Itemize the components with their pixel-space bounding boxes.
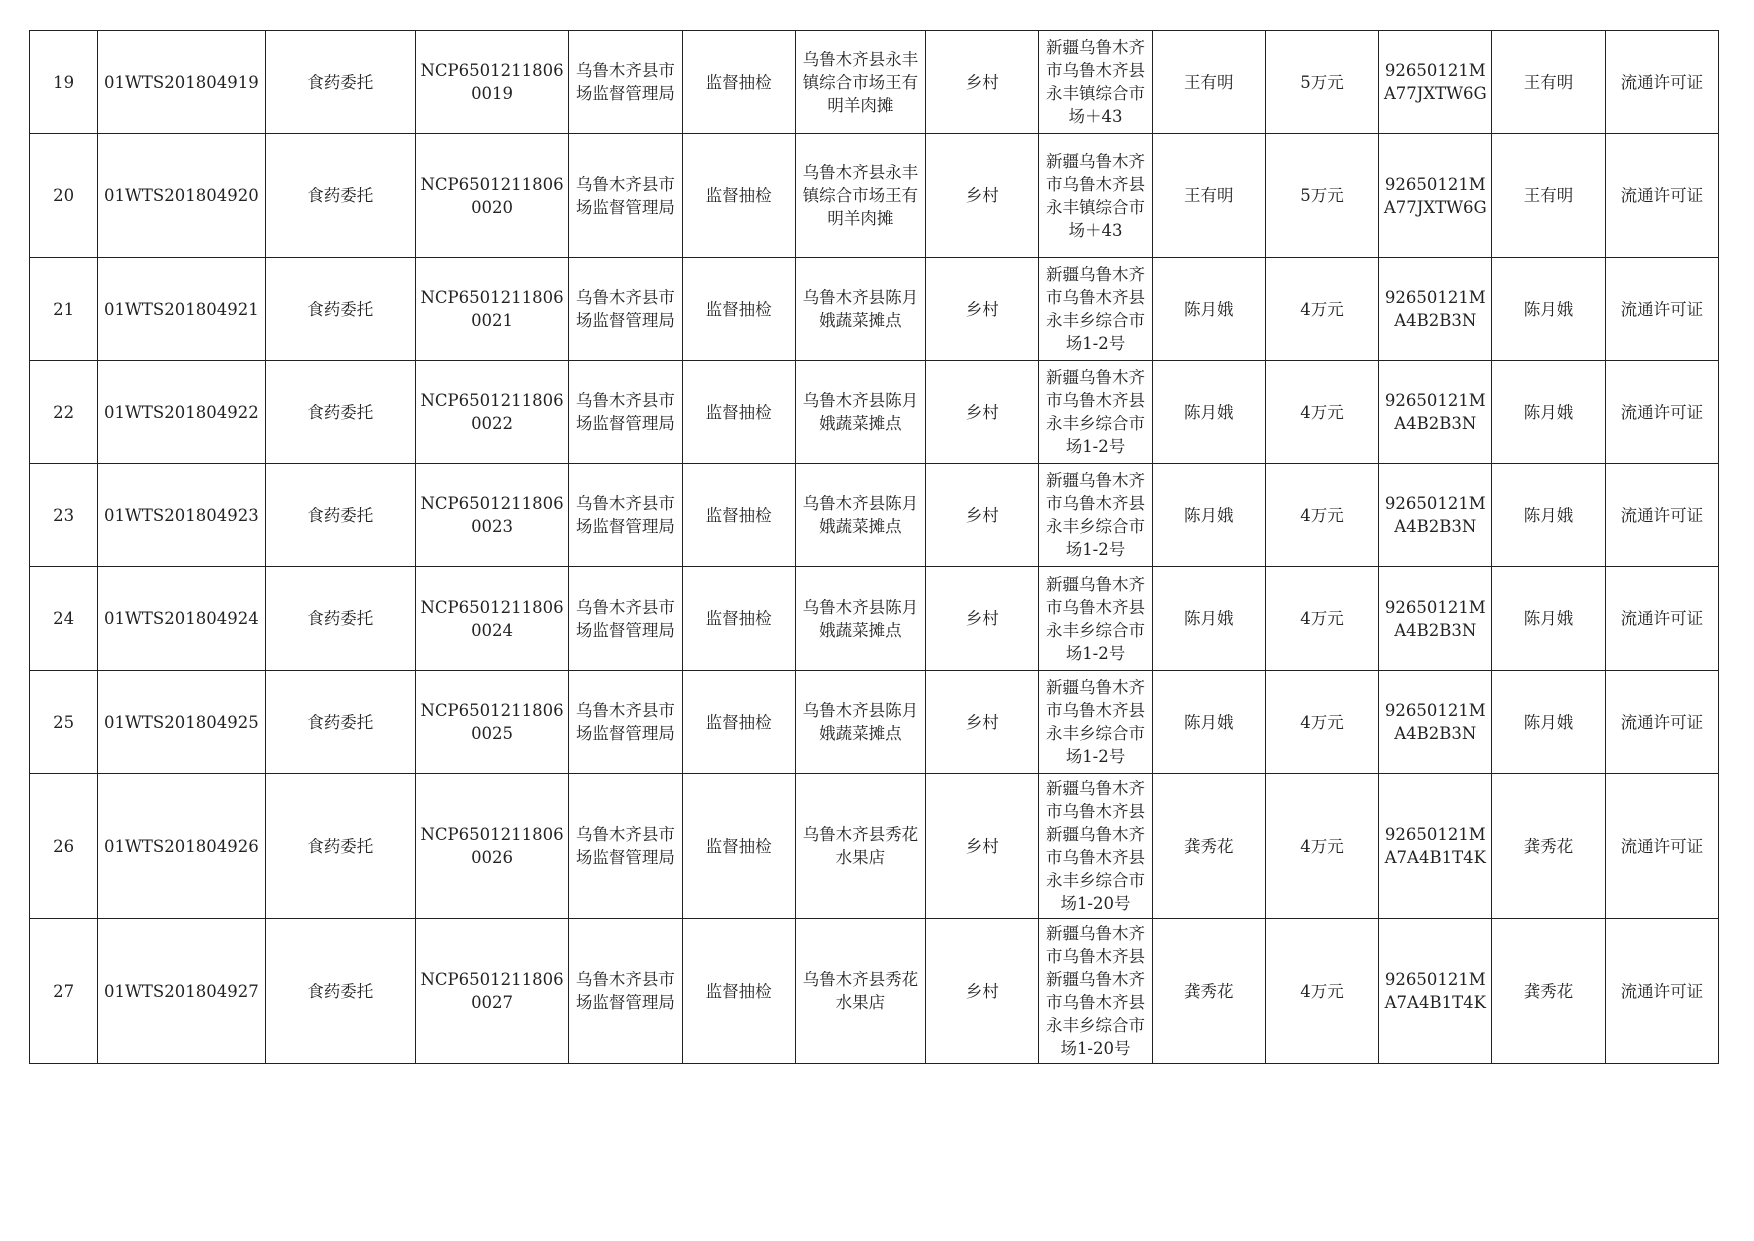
seller-name-cell: 乌鲁木齐县秀花水果店 [795, 919, 925, 1064]
task-source-cell: 食药委托 [265, 919, 415, 1064]
task-source-cell: 食药委托 [265, 31, 415, 134]
table-row [30, 31, 1719, 134]
table-row [30, 361, 1719, 464]
task-source-cell: 食药委托 [265, 361, 415, 464]
table-row [30, 464, 1719, 567]
sampling-type-cell: 监督抽检 [682, 567, 795, 671]
address-cell: 新疆乌鲁木齐市乌鲁木齐县新疆乌鲁木齐市乌鲁木齐县永丰乡综合市场1-20号 [1039, 774, 1152, 919]
area-type-cell: 乡村 [926, 31, 1039, 134]
seller-name-cell: 乌鲁木齐县永丰镇综合市场王有明羊肉摊 [795, 31, 925, 134]
organization-cell: 乌鲁木齐县市场监督管理局 [569, 258, 682, 361]
area-type-cell: 乡村 [926, 919, 1039, 1064]
registered-capital-cell: 4万元 [1265, 361, 1378, 464]
sample-id-cell: NCP65012118060027 [415, 919, 568, 1064]
area-type-cell: 乡村 [926, 774, 1039, 919]
operator-cell: 龚秀花 [1492, 919, 1605, 1064]
organization-cell: 乌鲁木齐县市场监督管理局 [569, 919, 682, 1064]
task-source-cell: 食药委托 [265, 134, 415, 258]
sample-id-cell: NCP65012118060020 [415, 134, 568, 258]
address-cell: 新疆乌鲁木齐市乌鲁木齐县永丰乡综合市场1-2号 [1039, 258, 1152, 361]
legal-person-cell: 龚秀花 [1152, 774, 1265, 919]
report-id-cell: 01WTS201804927 [98, 919, 265, 1064]
row-number-cell: 26 [30, 774, 98, 919]
task-source-cell: 食药委托 [265, 774, 415, 919]
credit-code-cell: 92650121MA4B2B3N [1379, 464, 1492, 567]
registered-capital-cell: 4万元 [1265, 567, 1378, 671]
sampling-type-cell: 监督抽检 [682, 361, 795, 464]
row-number-cell: 22 [30, 361, 98, 464]
task-source-cell: 食药委托 [265, 671, 415, 774]
sample-id-cell: NCP65012118060022 [415, 361, 568, 464]
seller-name-cell: 乌鲁木齐县永丰镇综合市场王有明羊肉摊 [795, 134, 925, 258]
table-body [30, 31, 1719, 1064]
area-type-cell: 乡村 [926, 464, 1039, 567]
address-cell: 新疆乌鲁木齐市乌鲁木齐县永丰镇综合市场＋43 [1039, 31, 1152, 134]
sample-id-cell: NCP65012118060026 [415, 774, 568, 919]
sampling-type-cell: 监督抽检 [682, 671, 795, 774]
seller-name-cell: 乌鲁木齐县陈月娥蔬菜摊点 [795, 361, 925, 464]
report-id-cell: 01WTS201804925 [98, 671, 265, 774]
license-type-cell: 流通许可证 [1605, 919, 1718, 1064]
registered-capital-cell: 4万元 [1265, 258, 1378, 361]
row-number-cell: 25 [30, 671, 98, 774]
organization-cell: 乌鲁木齐县市场监督管理局 [569, 567, 682, 671]
sample-id-cell: NCP65012118060021 [415, 258, 568, 361]
operator-cell: 王有明 [1492, 31, 1605, 134]
report-id-cell: 01WTS201804921 [98, 258, 265, 361]
operator-cell: 王有明 [1492, 134, 1605, 258]
license-type-cell: 流通许可证 [1605, 361, 1718, 464]
area-type-cell: 乡村 [926, 258, 1039, 361]
organization-cell: 乌鲁木齐县市场监督管理局 [569, 134, 682, 258]
registered-capital-cell: 5万元 [1265, 31, 1378, 134]
area-type-cell: 乡村 [926, 361, 1039, 464]
sampling-type-cell: 监督抽检 [682, 31, 795, 134]
license-type-cell: 流通许可证 [1605, 31, 1718, 134]
report-id-cell: 01WTS201804923 [98, 464, 265, 567]
operator-cell: 陈月娥 [1492, 258, 1605, 361]
row-number-cell: 21 [30, 258, 98, 361]
sampling-type-cell: 监督抽检 [682, 258, 795, 361]
area-type-cell: 乡村 [926, 134, 1039, 258]
legal-person-cell: 王有明 [1152, 31, 1265, 134]
sampling-records-table [29, 30, 1719, 1064]
legal-person-cell: 陈月娥 [1152, 361, 1265, 464]
operator-cell: 陈月娥 [1492, 361, 1605, 464]
seller-name-cell: 乌鲁木齐县陈月娥蔬菜摊点 [795, 258, 925, 361]
license-type-cell: 流通许可证 [1605, 774, 1718, 919]
legal-person-cell: 龚秀花 [1152, 919, 1265, 1064]
sample-id-cell: NCP65012118060023 [415, 464, 568, 567]
registered-capital-cell: 4万元 [1265, 671, 1378, 774]
address-cell: 新疆乌鲁木齐市乌鲁木齐县永丰乡综合市场1-2号 [1039, 671, 1152, 774]
credit-code-cell: 92650121MA4B2B3N [1379, 258, 1492, 361]
table-row [30, 567, 1719, 671]
operator-cell: 陈月娥 [1492, 671, 1605, 774]
row-number-cell: 24 [30, 567, 98, 671]
organization-cell: 乌鲁木齐县市场监督管理局 [569, 464, 682, 567]
legal-person-cell: 陈月娥 [1152, 258, 1265, 361]
license-type-cell: 流通许可证 [1605, 567, 1718, 671]
report-id-cell: 01WTS201804926 [98, 774, 265, 919]
sample-id-cell: NCP65012118060019 [415, 31, 568, 134]
license-type-cell: 流通许可证 [1605, 134, 1718, 258]
credit-code-cell: 92650121MA4B2B3N [1379, 567, 1492, 671]
seller-name-cell: 乌鲁木齐县陈月娥蔬菜摊点 [795, 671, 925, 774]
area-type-cell: 乡村 [926, 567, 1039, 671]
row-number-cell: 19 [30, 31, 98, 134]
credit-code-cell: 92650121MA77JXTW6G [1379, 31, 1492, 134]
credit-code-cell: 92650121MA4B2B3N [1379, 671, 1492, 774]
address-cell: 新疆乌鲁木齐市乌鲁木齐县新疆乌鲁木齐市乌鲁木齐县永丰乡综合市场1-20号 [1039, 919, 1152, 1064]
table-row [30, 919, 1719, 1064]
operator-cell: 陈月娥 [1492, 464, 1605, 567]
license-type-cell: 流通许可证 [1605, 464, 1718, 567]
row-number-cell: 27 [30, 919, 98, 1064]
registered-capital-cell: 4万元 [1265, 774, 1378, 919]
organization-cell: 乌鲁木齐县市场监督管理局 [569, 361, 682, 464]
credit-code-cell: 92650121MA7A4B1T4K [1379, 774, 1492, 919]
legal-person-cell: 王有明 [1152, 134, 1265, 258]
report-id-cell: 01WTS201804919 [98, 31, 265, 134]
credit-code-cell: 92650121MA7A4B1T4K [1379, 919, 1492, 1064]
sampling-type-cell: 监督抽检 [682, 774, 795, 919]
credit-code-cell: 92650121MA77JXTW6G [1379, 134, 1492, 258]
organization-cell: 乌鲁木齐县市场监督管理局 [569, 671, 682, 774]
operator-cell: 陈月娥 [1492, 567, 1605, 671]
address-cell: 新疆乌鲁木齐市乌鲁木齐县永丰乡综合市场1-2号 [1039, 567, 1152, 671]
sampling-type-cell: 监督抽检 [682, 464, 795, 567]
report-id-cell: 01WTS201804924 [98, 567, 265, 671]
sampling-type-cell: 监督抽检 [682, 134, 795, 258]
sampling-type-cell: 监督抽检 [682, 919, 795, 1064]
legal-person-cell: 陈月娥 [1152, 671, 1265, 774]
task-source-cell: 食药委托 [265, 464, 415, 567]
seller-name-cell: 乌鲁木齐县陈月娥蔬菜摊点 [795, 464, 925, 567]
license-type-cell: 流通许可证 [1605, 258, 1718, 361]
registered-capital-cell: 5万元 [1265, 134, 1378, 258]
address-cell: 新疆乌鲁木齐市乌鲁木齐县永丰乡综合市场1-2号 [1039, 464, 1152, 567]
license-type-cell: 流通许可证 [1605, 671, 1718, 774]
registered-capital-cell: 4万元 [1265, 919, 1378, 1064]
seller-name-cell: 乌鲁木齐县陈月娥蔬菜摊点 [795, 567, 925, 671]
operator-cell: 龚秀花 [1492, 774, 1605, 919]
address-cell: 新疆乌鲁木齐市乌鲁木齐县永丰乡综合市场1-2号 [1039, 361, 1152, 464]
row-number-cell: 23 [30, 464, 98, 567]
seller-name-cell: 乌鲁木齐县秀花水果店 [795, 774, 925, 919]
report-id-cell: 01WTS201804922 [98, 361, 265, 464]
legal-person-cell: 陈月娥 [1152, 464, 1265, 567]
area-type-cell: 乡村 [926, 671, 1039, 774]
credit-code-cell: 92650121MA4B2B3N [1379, 361, 1492, 464]
table-row [30, 134, 1719, 258]
address-cell: 新疆乌鲁木齐市乌鲁木齐县永丰镇综合市场＋43 [1039, 134, 1152, 258]
registered-capital-cell: 4万元 [1265, 464, 1378, 567]
table-row [30, 774, 1719, 919]
task-source-cell: 食药委托 [265, 567, 415, 671]
legal-person-cell: 陈月娥 [1152, 567, 1265, 671]
task-source-cell: 食药委托 [265, 258, 415, 361]
row-number-cell: 20 [30, 134, 98, 258]
organization-cell: 乌鲁木齐县市场监督管理局 [569, 774, 682, 919]
table-row [30, 671, 1719, 774]
organization-cell: 乌鲁木齐县市场监督管理局 [569, 31, 682, 134]
table-row [30, 258, 1719, 361]
report-id-cell: 01WTS201804920 [98, 134, 265, 258]
sample-id-cell: NCP65012118060025 [415, 671, 568, 774]
sample-id-cell: NCP65012118060024 [415, 567, 568, 671]
